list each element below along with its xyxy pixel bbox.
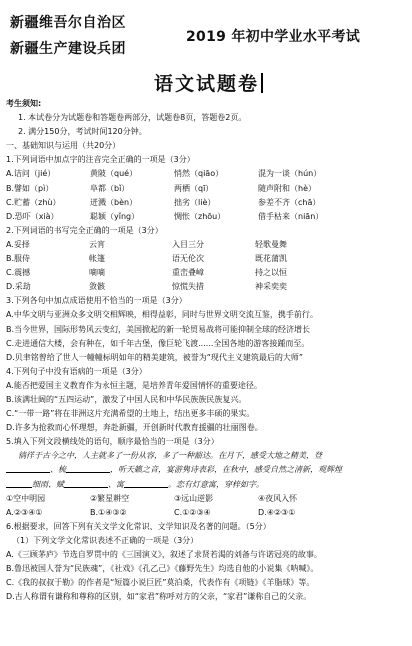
passage-fragment: ，听天籁之音，宴游隽诗表彩，在秋中，感受自然之清新，观辉煌 — [110, 465, 342, 475]
option-cell: 入目三分 — [172, 239, 204, 249]
option-cell: 拙劣（liè） — [174, 197, 216, 207]
q5-answers — [6, 506, 408, 520]
q3-stem: 3.下列各句中加点成语使用不恰当的一项是（3分） — [6, 296, 187, 306]
option-cell: ④夜风入怀 — [258, 493, 298, 503]
q6-option-b: B.鲁迅被国人誉为“民族魂”，《社戏》《孔乙己》《藤野先生》均选自他的小说集《呐喊》。 — [6, 564, 319, 574]
option-cell: C.①②③④ — [174, 507, 211, 517]
exam-title: 2019 年初中学业水平考试 — [186, 29, 361, 45]
exam-body — [6, 97, 408, 604]
option-cell: 阜都（bǐ） — [90, 183, 130, 193]
option-cell: B.譬如（pì） — [6, 183, 54, 193]
option-cell: B.服侍 — [6, 254, 31, 264]
q6-option-a: A.《三顾茅庐》节选自罗贯中的《三国演义》，叙述了求贤若渴的刘备与许诺冠亮的故事。 — [6, 550, 322, 559]
option-cell: 混为一谈（hún） — [258, 169, 322, 179]
fill-blank — [124, 479, 168, 488]
region-line-1: 新疆维吾尔自治区 — [10, 15, 126, 31]
passage-fragment: 、寓 — [108, 479, 124, 489]
option-cell: 帐篷 — [89, 254, 105, 264]
option-cell: C.震撼 — [6, 268, 31, 278]
q2-row-b — [6, 252, 408, 266]
option-cell: 聪颖（yǐng） — [90, 211, 140, 221]
option-cell: D.恐吓（xià） — [6, 211, 59, 221]
region-block — [10, 10, 180, 62]
region-line-2: 新疆生产建设兵团 — [10, 41, 126, 57]
option-cell: ①空中明园 — [6, 493, 46, 503]
q3-option-a: A.中华文明与亚洲众多文明交相辉映，相得益彰，同时与世界文明交流互鉴，携手前行。 — [6, 310, 318, 320]
option-cell: 迸溅（bèn） — [90, 197, 138, 207]
q3-option-b: B.当今世界，国际形势风云变幻，美国掀起的新一轮贸易战将可能抑制全球的经济增长 — [6, 324, 311, 334]
q1-row-a — [6, 167, 408, 181]
q3-option-d: D.贝聿铭曾给了世人一幢幢标明如年的精美建筑，被誉为“现代主义建筑最后的大师” — [6, 352, 303, 362]
option-cell: C.贮蓄（zhù） — [6, 197, 61, 207]
paper-title: 语文试题卷 — [154, 73, 260, 95]
option-cell: A.诘问（jié） — [6, 169, 56, 179]
q4-stem: 4.下列句子中没有语病的一项是（3分） — [6, 366, 147, 376]
q5-stem: 5.填入下列文段横线处的语句，顺序最恰当的一项是（3分） — [6, 437, 219, 447]
option-cell: ②繁星耕空 — [90, 493, 130, 503]
notice-item-1: 1. 本试卷分为试题卷和答题卷两部分，试题卷8页，答题卷2页。 — [18, 113, 247, 123]
option-cell: 轻歌曼舞 — [255, 239, 287, 249]
q6-sub-1: （1）下列文学文化常识表述不正确的一项是（3分） — [12, 535, 199, 545]
option-cell: A.妥择 — [6, 239, 30, 249]
option-cell: 两栖（qī） — [174, 183, 214, 193]
q5-passage-line-3 — [6, 478, 408, 492]
passage-fragment: 细雨、赋 — [32, 479, 64, 489]
option-cell: 惊慌失措 — [172, 282, 204, 292]
text-cursor — [261, 73, 263, 93]
option-cell: D.采劫 — [6, 282, 31, 292]
fill-blank — [6, 464, 50, 473]
q5-passage-line-2 — [6, 463, 408, 477]
option-cell: 云宵 — [89, 239, 105, 249]
option-cell: 敛骸 — [89, 282, 105, 292]
q6-stem: 6.根据要求，回答下列有关文学文化常识、文学知识及名著的问题。（5分） — [6, 521, 271, 531]
fill-blank — [6, 479, 32, 488]
option-cell: 惆怅（zhōu） — [174, 211, 226, 221]
q5-choices — [6, 492, 408, 506]
option-cell: 嘀嘀 — [89, 268, 105, 278]
paper-title-wrap — [154, 69, 263, 96]
q4-option-d: D.许多为抢救而心怀理想，奔赴新疆，开创新时代教育援疆的壮丽图卷。 — [6, 423, 263, 433]
q6-option-d: D.古人称谓有谦称和尊称的区别，如“家君”称呼对方的父亲，“家君”谦称自己的父亲。 — [6, 592, 312, 602]
option-cell: 参差不齐（chā） — [258, 197, 321, 207]
passage-fragment: 、梳 — [50, 465, 66, 475]
option-cell: 借手枯来（niān） — [258, 211, 324, 221]
notice-item-2: 2. 满分150分，考试时间120分钟。 — [18, 127, 147, 137]
q4-option-b: B.该满壮阔的“五四运动”，激发了中国人民和中华民族族民族复兴。 — [6, 394, 247, 404]
q1-row-d — [6, 210, 408, 224]
option-cell: 语无伦次 — [172, 254, 204, 264]
q2-row-a — [6, 238, 408, 252]
option-cell: 持之以恒 — [255, 268, 287, 278]
option-cell: A.②③④① — [6, 507, 43, 517]
notice-heading: 考生须知: — [6, 99, 42, 108]
q2-stem: 2.下列词语的书写完全正确的一项是（3分） — [6, 225, 163, 235]
q1-row-b — [6, 182, 408, 196]
option-cell: B.①④③② — [90, 507, 127, 517]
option-cell: 神采奕奕 — [255, 282, 287, 292]
option-cell: 悄然（qiāo） — [174, 169, 224, 179]
q4-option-a: A.能否把爱国主义教育作为永恒主题，是培养青年爱国情怀的重要途径。 — [6, 380, 262, 390]
q5-passage-line-1: 徜徉于古今之中，人主就多了一份从容，多了一种豁达。在月下，感受大地之精美，登 — [18, 451, 322, 461]
section-1-heading: 一、基础知识与运用（共20分） — [6, 141, 121, 151]
q2-row-d — [6, 280, 408, 294]
option-cell: 黄陂（qué） — [90, 169, 138, 179]
fill-blank — [64, 479, 108, 488]
option-cell: D.④②③① — [258, 507, 296, 517]
q6-option-c: C.《我的叔叔于勒》的作者是“短篇小说巨匠”莫泊桑，代表作有《项链》《羊脂球》等。 — [6, 578, 315, 588]
q3-option-c: C.走进通信大楼，会有种在，如千年古堡，像巨轮飞渡......全国各地的游客接踵而至。 — [6, 338, 310, 348]
q4-option-c: C.“一带一路”将在非洲这片充满希望的土地上，结出更多丰硕的果实。 — [6, 409, 255, 419]
q1-stem: 1.下列词语中加点字的注音完全正确的一项是（3分） — [6, 155, 195, 165]
passage-fragment: 。恋有灯意寓，穿梓如字。 — [168, 479, 264, 489]
q1-row-c — [6, 196, 408, 210]
option-cell: 重峦叠嶂 — [172, 268, 204, 278]
q2-row-c — [6, 266, 408, 280]
option-cell: 既花蒲凯 — [255, 254, 287, 264]
option-cell: 随声附和（hè） — [258, 183, 316, 193]
option-cell: ③远山逆影 — [174, 493, 214, 503]
fill-blank — [66, 464, 110, 473]
